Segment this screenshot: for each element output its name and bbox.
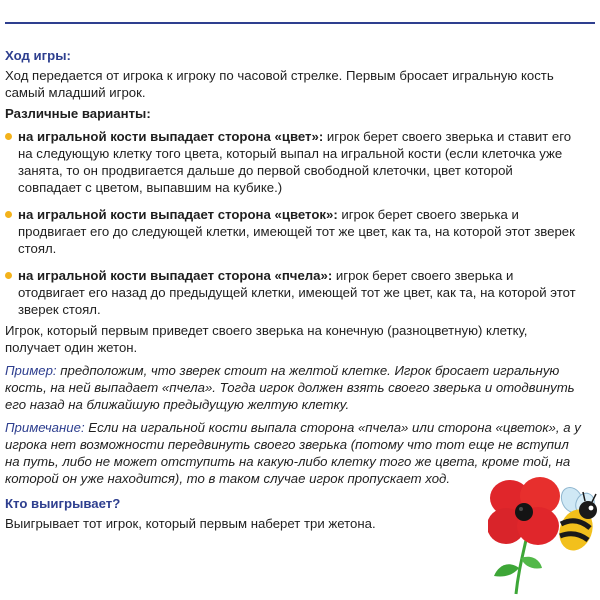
flower-icon [488,477,560,594]
flower-bee-illustration [488,470,600,596]
example-text: предположим, что зверек стоит на желтой клетке. Игрок бросает игральную кость, на ней выпадает «пчела». Тогда игрок должен взять своего зверька и отодвинуть его назад на ближайшую предыдущую желтую клетку. [5,363,575,412]
variants-heading: Различные варианты: [5,106,151,121]
variant-bee-text: игрок берет своего зверька и отодвигает его назад до предыдущей клетки, имеющей тот же цвет, как та, на которой этот зверек стоял. [18,268,576,317]
bee-icon [554,484,598,555]
variant-flower-text: игрок берет своего зверька и продвигает его до следующей клетки, имеющей тот же цвет, как та, на которой этот зверек стоял. [18,207,575,256]
remark-lead: Примечание: [5,420,85,435]
turn-text: Ход передается от игрока к игроку по часовой стрелке. Первым бросает игральную кость самый младший игрок. [5,68,554,100]
bullet-dot-icon [5,272,12,279]
variant-bee [5,267,578,318]
example-note [5,362,585,413]
variant-bee-title: на игральной кости выпадает сторона «пчела»: [18,268,333,283]
variant-color-text: игрок берет своего зверька и ставит его на следующую клетку того цвета, который выпал на игральной кости (если клеточка уже занята, то он продвигается дальше до первой свободной клеточки, цвет которой совпадает с цветом, выпавшим на кубике.) [18,129,572,195]
variant-flower [5,206,578,257]
bullet-dot-icon [5,211,12,218]
final-cell-text: Игрок, который первым приведет своего зверька на конечную (разноцветную) клетку, получает один жетон. [5,323,528,355]
bullet-dot-icon [5,133,12,140]
remark-text: Если на игральной кости выпала сторона «пчела» или сторона «цветок», а у игрока нет возможности передвинуть своего зверька (потому что тот еще не вступил на путь, либо не может отступить на какую-либо клетку того же цвета, кроме той, на которой он уже находится), то в таком случае игрок пропускает ход. [5,420,581,486]
rules-content [5,47,590,532]
example-lead: Пример: [5,363,57,378]
top-rule [5,22,595,24]
winner-text: Выигрывает тот игрок, который первым наберет три жетона. [5,516,376,531]
variant-color [5,128,578,196]
variant-flower-title: на игральной кости выпадает сторона «цветок»: [18,207,338,222]
winner-heading: Кто выигрывает? [5,496,121,511]
turn-heading: Ход игры: [5,48,71,63]
variant-color-title: на игральной кости выпадает сторона «цвет»: [18,129,324,144]
